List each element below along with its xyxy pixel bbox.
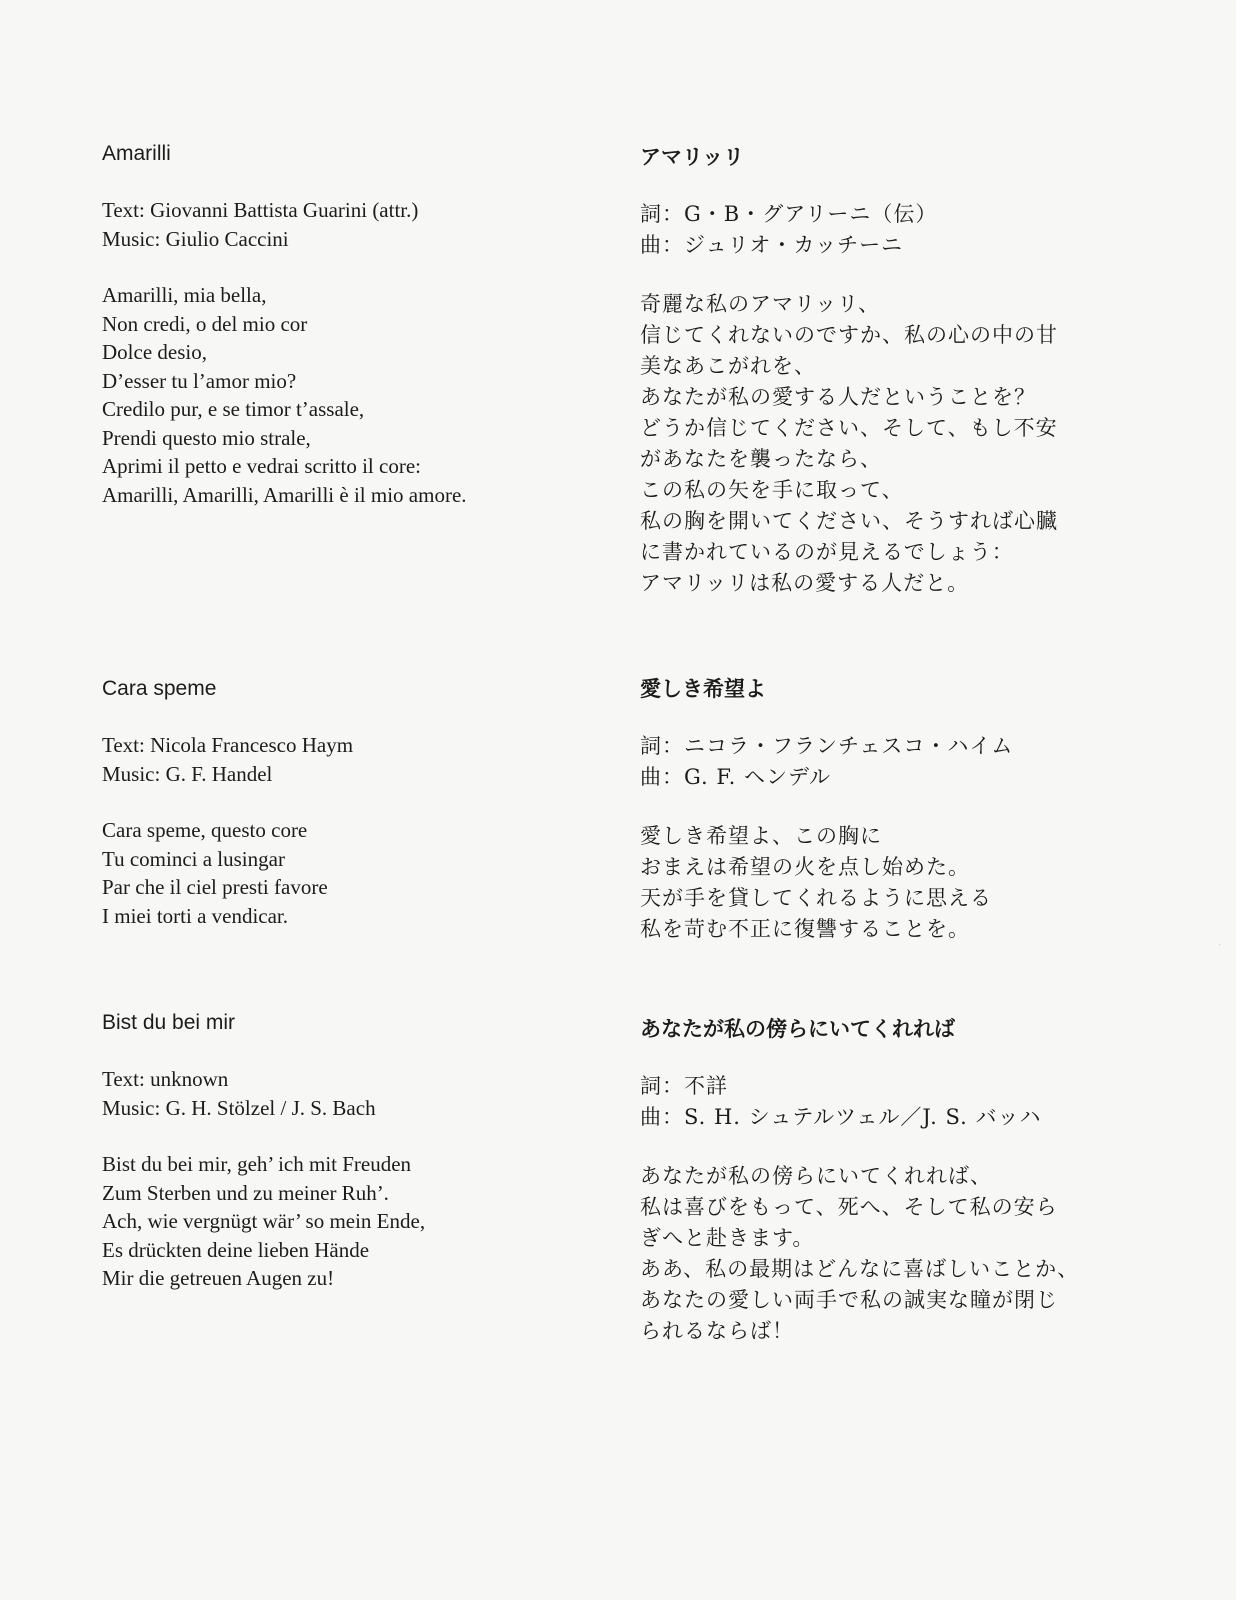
- song-title: Bist du bei mir: [102, 1011, 236, 1034]
- song-bist-du-bei-mir-japanese: [640, 1016, 1120, 1347]
- song-title: Amarilli: [102, 142, 171, 165]
- song-bist-du-bei-mir-original: [102, 1010, 622, 1293]
- song-lyrics: [640, 821, 1120, 945]
- lyric-line: あなたが私の愛する人だということを？: [640, 385, 1036, 409]
- text-credit: 詞：ニコラ・フランチェスコ・ハイム: [640, 734, 1014, 758]
- lyric-line: Dolce desio,: [102, 340, 207, 364]
- music-credit: 曲：ジュリオ・カッチーニ: [640, 233, 904, 257]
- lyric-line: どうか信じてください、そして、もし不安: [640, 416, 1058, 440]
- lyric-line: 私は喜びをもって、死へ、そして私の安ら: [640, 1195, 1058, 1219]
- lyric-line: I miei torti a vendicar.: [102, 903, 289, 928]
- song-credits: [640, 199, 1120, 261]
- song-title: Cara speme: [102, 677, 217, 700]
- song-credits: [102, 196, 622, 253]
- song-amarilli-japanese: [640, 144, 1120, 599]
- lyric-line: 奇麗な私のアマリッリ、: [640, 292, 881, 316]
- song-lyrics: [640, 1161, 1120, 1347]
- scan-speck: ·: [1218, 940, 1222, 951]
- lyric-line: 私の胸を開いてください、そうすれば心臓: [640, 509, 1058, 533]
- song-cara-speme-japanese: [640, 676, 1120, 945]
- music-credit: 曲：S. H. シュテルツェル／J. S. バッハ: [640, 1105, 1042, 1129]
- lyric-line: ああ、私の最期はどんなに喜ばしいことか、: [640, 1257, 1080, 1281]
- song-lyrics: [102, 281, 622, 509]
- music-credit: Music: G. H. Stölzel / J. S. Bach: [102, 1095, 376, 1120]
- lyric-line: Aprimi il petto e vedrai scritto il core:: [102, 454, 421, 478]
- song-amarilli-original: [102, 141, 622, 509]
- song-title: あなたが私の傍らにいてくれれば: [640, 1017, 955, 1041]
- lyric-line: Credilo pur, e se timor t’assale,: [102, 397, 365, 421]
- lyric-line: あなたが私の傍らにいてくれれば、: [640, 1164, 992, 1188]
- song-cara-speme-original: [102, 676, 622, 930]
- song-credits: [102, 731, 622, 788]
- lyric-line: おまえは希望の火を点し始めた。: [640, 855, 970, 879]
- lyric-line: 信じてくれないのですか、私の心の中の甘: [640, 323, 1058, 347]
- lyric-line: アマリッリは私の愛する人だと。: [640, 571, 970, 595]
- lyric-line: 美なあこがれを、: [640, 354, 816, 378]
- text-credit: Text: Giovanni Battista Guarini (attr.): [102, 198, 419, 222]
- text-credit: Text: unknown: [102, 1067, 229, 1091]
- lyric-line: Bist du bei mir, geh’ ich mit Freuden: [102, 1152, 412, 1176]
- lyric-line: 天が手を貸してくれるように思える: [640, 886, 992, 910]
- lyric-line: に書かれているのが見えるでしょう：: [640, 540, 1014, 564]
- song-title: 愛しき希望よ: [640, 677, 766, 701]
- lyric-line: この私の矢を手に取って、: [640, 478, 904, 502]
- lyric-line: Mir die getreuen Augen zu!: [102, 1266, 335, 1290]
- text-credit: 詞：不詳: [640, 1074, 728, 1098]
- lyric-line: あなたの愛しい両手で私の誠実な瞳が閉じ: [640, 1288, 1058, 1312]
- song-credits: [102, 1065, 622, 1122]
- lyric-line: 愛しき希望よ、この胸に: [640, 824, 882, 848]
- music-credit: Music: G. F. Handel: [102, 761, 273, 786]
- music-credit: 曲：G. F. ヘンデル: [640, 765, 831, 789]
- lyric-line: があなたを襲ったなら、: [640, 447, 882, 471]
- lyric-line: Es drückten deine lieben Hände: [102, 1237, 370, 1262]
- lyric-line: Zum Sterben und zu meiner Ruh’.: [102, 1180, 389, 1205]
- text-credit: Text: Nicola Francesco Haym: [102, 733, 354, 757]
- lyric-line: Par che il ciel presti favore: [102, 875, 328, 899]
- lyric-line: Ach, wie vergnügt wär’ so mein Ende,: [102, 1209, 426, 1233]
- lyric-line: Prendi questo mio strale,: [102, 425, 311, 450]
- lyric-line: D’esser tu l’amor mio?: [102, 368, 297, 393]
- song-lyrics: [102, 1150, 622, 1293]
- lyric-line: Amarilli, mia bella,: [102, 283, 267, 307]
- lyric-line: られるならば！: [640, 1319, 794, 1343]
- text-credit: 詞：G・B・グアリーニ（伝）: [640, 202, 938, 226]
- music-credit: Music: Giulio Caccini: [102, 226, 289, 251]
- song-credits: [640, 731, 1120, 793]
- lyric-line: Amarilli, Amarilli, Amarilli è il mio amore.: [102, 482, 467, 507]
- lyric-line: Tu cominci a lusingar: [102, 846, 285, 871]
- song-lyrics: [102, 816, 622, 930]
- lyric-line: 私を苛む不正に復讐することを。: [640, 917, 970, 941]
- song-title: アマリッリ: [640, 145, 745, 169]
- lyric-line: Cara speme, questo core: [102, 818, 308, 842]
- song-lyrics: [640, 289, 1120, 599]
- lyric-line: Non credi, o del mio cor: [102, 311, 308, 336]
- song-credits: [640, 1071, 1120, 1133]
- lyric-line: ぎへと赴きます。: [640, 1226, 815, 1250]
